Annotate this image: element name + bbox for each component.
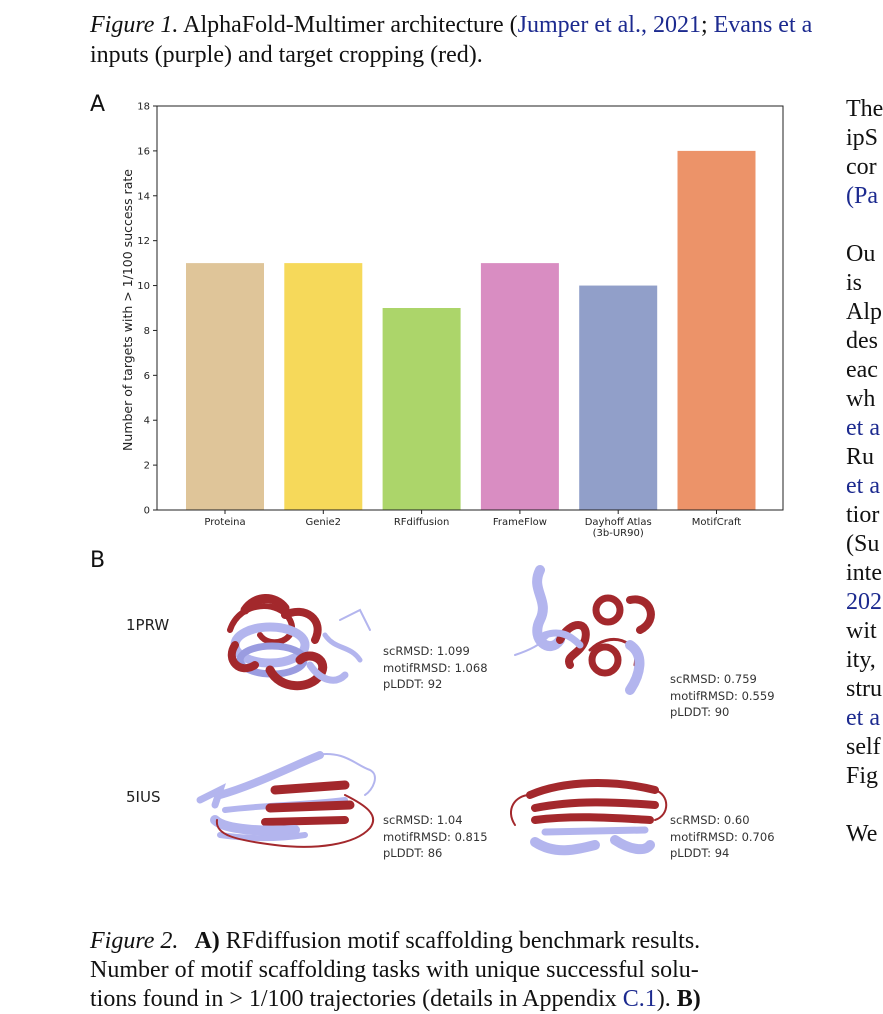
body-text-line: wit — [846, 618, 877, 644]
plddt-value: pLDDT: 90 — [670, 705, 730, 719]
x-axis — [204, 510, 741, 539]
metrics-1prw-a — [383, 643, 488, 693]
body-text-line: is — [846, 270, 863, 296]
body-text-line: inte — [846, 560, 882, 586]
x-tick-label: RFdiffusion — [393, 517, 450, 528]
y-tick-label: 16 — [137, 146, 150, 158]
body-text-line: ipS — [846, 125, 879, 151]
y-tick-label: 2 — [143, 460, 150, 472]
body-text-link[interactable]: et a — [846, 473, 880, 499]
figure2-caption-line1 — [90, 927, 800, 956]
plddt-value: pLDDT: 94 — [670, 846, 730, 860]
scrmsd-value: scRMSD: 0.759 — [670, 672, 757, 686]
metrics-1prw-b — [670, 671, 775, 721]
y-tick-label: 14 — [137, 191, 150, 203]
x-tick-label: (3b-UR90) — [592, 528, 644, 539]
pdb-id-1prw: 1PRW — [126, 616, 170, 634]
y-tick-label: 12 — [137, 236, 150, 248]
body-text-link[interactable]: 202 — [846, 589, 882, 615]
body-text-line: ity, — [846, 647, 876, 673]
x-tick-label: MotifCraft — [691, 517, 742, 528]
y-tick-label: 10 — [137, 281, 150, 293]
protein-structure-5ius-a — [195, 750, 385, 870]
figure2-label: Figure 2. — [90, 928, 179, 954]
metrics-5ius-b — [670, 812, 775, 862]
motifrmsd-value: motifRMSD: 0.706 — [670, 829, 775, 844]
x-tick-label: Genie2 — [305, 517, 342, 528]
body-text-line: stru — [846, 676, 882, 702]
bar-chart — [110, 96, 800, 546]
body-text-link[interactable]: et a — [846, 415, 880, 441]
body-text-line: eac — [846, 357, 878, 383]
panel-b-ref: B) — [676, 986, 701, 1012]
motifrmsd-value: motifRMSD: 1.068 — [383, 660, 488, 675]
panel-b-label: B — [90, 548, 106, 573]
y-axis-label: Number of targets with > 1/100 success rate — [120, 169, 135, 451]
figure2-caption-text: ). — [656, 986, 677, 1012]
protein-structure-1prw-a — [210, 590, 380, 710]
motifrmsd-value: motifRMSD: 0.559 — [670, 688, 775, 703]
x-tick-label: FrameFlow — [492, 517, 547, 528]
figure2-caption-text: RFdiffusion motif scaffolding benchmark results. — [219, 928, 701, 954]
body-text-line: self — [846, 734, 881, 760]
protein-structure-1prw-b — [510, 560, 680, 700]
y-tick-label: 8 — [143, 325, 150, 337]
bar-genie2 — [284, 263, 362, 510]
bar-proteina — [186, 263, 264, 510]
right-column-text — [846, 95, 883, 849]
figure2-caption-line3 — [90, 985, 800, 1014]
body-text-line: cor — [846, 154, 877, 180]
appendix-link[interactable]: C.1 — [622, 986, 657, 1012]
motifrmsd-value: motifRMSD: 0.815 — [383, 829, 488, 844]
figure1-label: Figure 1. — [90, 12, 179, 38]
body-text-line: wh — [846, 386, 876, 412]
plddt-value: pLDDT: 86 — [383, 846, 443, 860]
scrmsd-value: scRMSD: 1.099 — [383, 644, 470, 658]
pdb-id-5ius: 5IUS — [126, 788, 161, 806]
scrmsd-value: scRMSD: 0.60 — [670, 813, 750, 827]
panel-a-ref: A) — [194, 928, 220, 954]
y-tick-label: 6 — [143, 370, 150, 382]
plddt-value: pLDDT: 92 — [383, 677, 443, 691]
figure1-caption-line1 — [90, 10, 812, 40]
bar-rfdiffusion — [383, 308, 461, 510]
figure1-caption-text: AlphaFold-Multimer architecture ( — [178, 12, 518, 38]
body-text-line: (Su — [846, 531, 880, 557]
body-text-line: Alp — [846, 299, 882, 325]
body-text-line: Fig — [846, 763, 879, 789]
bars — [186, 151, 756, 510]
bar-frameflow — [481, 263, 559, 510]
metrics-5ius-a — [383, 812, 488, 862]
y-tick-label: 0 — [143, 505, 150, 517]
panel-a-label: A — [90, 92, 106, 117]
body-text-line: We — [846, 821, 878, 847]
body-text-line: Ru — [846, 444, 875, 470]
x-tick-label: Dayhoff Atlas — [584, 517, 652, 528]
body-text-line: Ou — [846, 241, 876, 267]
body-text-link[interactable]: et a — [846, 705, 880, 731]
figure2-caption-text: tions found in > 1/100 trajectories (details in Appendix — [90, 986, 623, 1012]
body-text-link[interactable]: (Pa — [846, 183, 878, 209]
figure1-caption — [90, 10, 812, 70]
scrmsd-value: scRMSD: 1.04 — [383, 813, 463, 827]
body-text-line: des — [846, 328, 878, 354]
figure1-caption-line2: inputs (purple) and target cropping (red). — [90, 42, 483, 68]
citation-separator: ; — [700, 12, 714, 38]
body-text-line: tior — [846, 502, 880, 528]
x-tick-label: Proteina — [204, 517, 246, 528]
figure2-caption-line2: Number of motif scaffolding tasks with unique successful solu- — [90, 957, 699, 983]
bar-motifcraft — [678, 151, 756, 510]
body-text-line — [846, 211, 883, 240]
bar-dayhoff-atlas — [579, 286, 657, 510]
y-tick-label: 18 — [137, 101, 150, 113]
y-axis — [137, 102, 157, 517]
body-text-line — [846, 791, 883, 820]
citation-link-jumper[interactable]: Jumper et al., 2021 — [517, 12, 701, 38]
body-text-line: The — [846, 96, 883, 122]
figure2-caption — [90, 927, 800, 1014]
citation-link-evans[interactable]: Evans et a — [713, 12, 813, 38]
protein-structure-5ius-b — [505, 770, 675, 865]
y-tick-label: 4 — [143, 415, 150, 427]
